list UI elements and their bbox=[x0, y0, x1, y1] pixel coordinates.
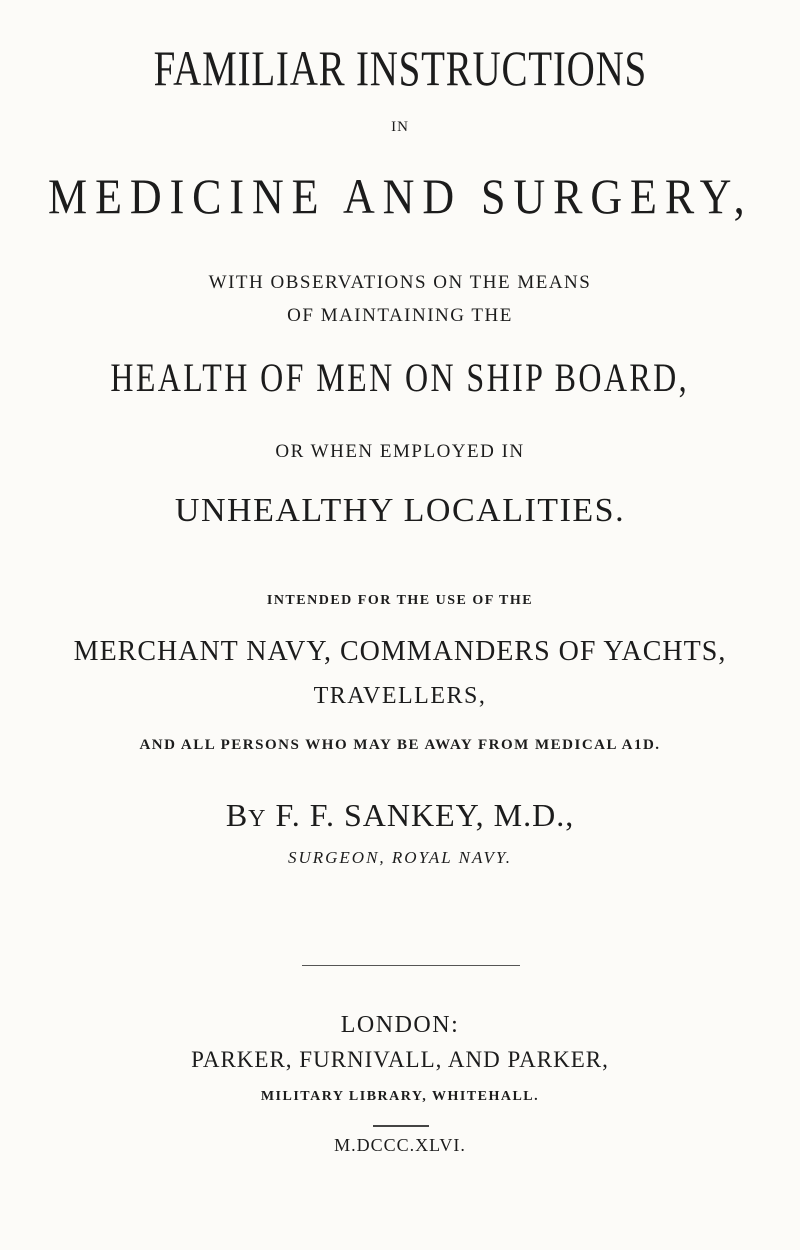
subject-title bbox=[0, 166, 800, 226]
imprint-date: M.DCCC.XLVI. bbox=[334, 1135, 466, 1155]
audience-line-1: MERCHANT NAVY, COMMANDERS OF YACHTS, bbox=[73, 636, 727, 667]
observations-line-2: OF MAINTAINING THE bbox=[287, 305, 513, 326]
in-connector: IN bbox=[391, 119, 409, 135]
audience-line-2: TRAVELLERS, bbox=[313, 683, 487, 709]
by-initial: B bbox=[225, 797, 249, 833]
by-rest: Y bbox=[248, 806, 267, 832]
main-title bbox=[0, 40, 800, 96]
subject-title-text: MEDICINE AND SURGERY, bbox=[48, 168, 753, 224]
author-byline bbox=[0, 795, 800, 839]
health-title bbox=[0, 354, 800, 402]
imprint-address: MILITARY LIBRARY, WHITEHALL. bbox=[260, 1089, 540, 1104]
intended-line: INTENDED FOR THE USE OF THE bbox=[266, 593, 534, 608]
health-title-text: HEALTH OF MEN ON SHIP BOARD, bbox=[110, 355, 690, 400]
main-title-text: FAMILIAR INSTRUCTIONS bbox=[153, 40, 647, 96]
localities-title: UNHEALTHY LOCALITIES. bbox=[174, 492, 626, 529]
employed-line: OR WHEN EMPLOYED IN bbox=[275, 441, 525, 462]
imprint-publisher: PARKER, FURNIVALL, AND PARKER, bbox=[191, 1047, 609, 1072]
divider-rule bbox=[302, 965, 520, 966]
author-rank: SURGEON, ROYAL NAVY. bbox=[287, 848, 513, 867]
imprint-city: LONDON: bbox=[340, 1012, 460, 1038]
observations-line-1: WITH OBSERVATIONS ON THE MEANS bbox=[208, 272, 592, 293]
audience-line-3: AND ALL PERSONS WHO MAY BE AWAY FROM MEDICAL A1D. bbox=[139, 737, 661, 753]
short-divider-rule bbox=[373, 1125, 429, 1127]
author-name: F. F. SANKEY, M.D., bbox=[275, 797, 575, 833]
